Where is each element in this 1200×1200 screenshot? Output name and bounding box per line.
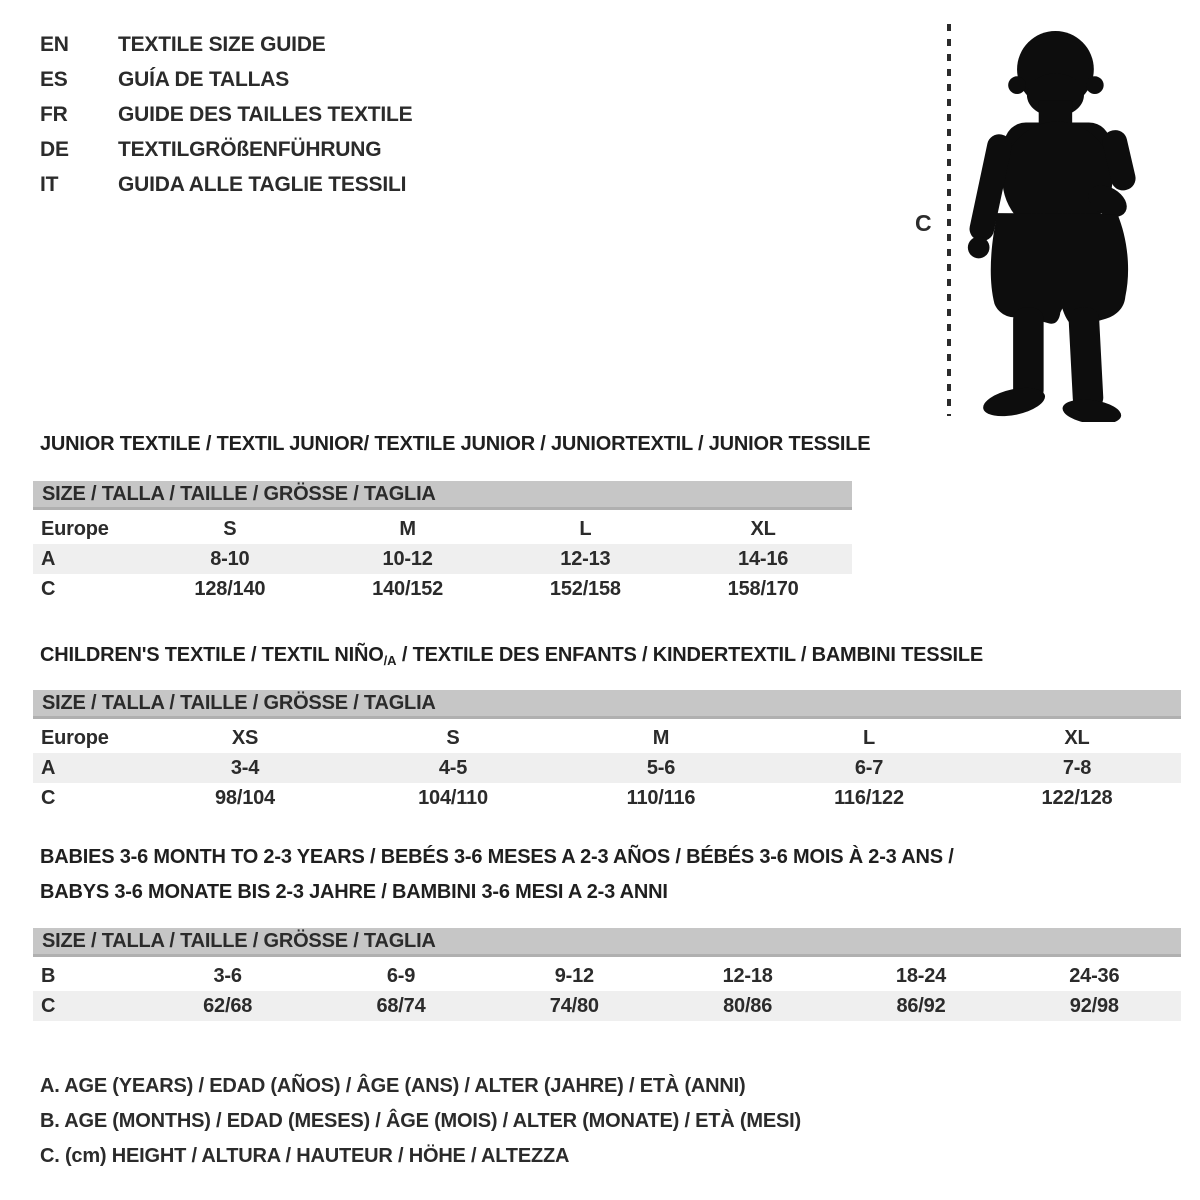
cell: 4-5 (438, 756, 468, 779)
guide-title: TEXTILGRÖßENFÜHRUNG (118, 137, 382, 161)
babies-heading-line1: BABIES 3-6 MONTH TO 2-3 YEARS / BEBÉS 3-6 MESES A 2-3 AÑOS / BÉBÉS 3-6 MOIS À 2-3 ANS / (40, 846, 954, 868)
cell: 7-8 (1062, 756, 1092, 779)
row-label: A (41, 756, 56, 779)
row-label: B (41, 964, 56, 987)
table-row-height (33, 574, 852, 604)
language-code: EN (40, 32, 69, 56)
silhouette-ear-right (1086, 76, 1104, 94)
silhouette-leg-left (1013, 308, 1044, 402)
cell: 6-9 (386, 964, 416, 987)
cell: 110/116 (626, 786, 696, 809)
silhouette-shorts (991, 213, 1128, 327)
table-body (33, 514, 852, 604)
cell: M (399, 517, 416, 540)
heading-subscript: /A (383, 653, 397, 668)
cell: 104/110 (418, 786, 488, 809)
cell: 6-7 (854, 756, 884, 779)
table-row-europe (33, 723, 1181, 753)
heading-suffix: / TEXTILE DES ENFANTS / KINDERTEXTIL / BAMBINI TESSILE (396, 644, 984, 666)
table-body (33, 961, 1181, 1021)
language-row-en (40, 27, 412, 62)
cell: 18-24 (895, 964, 947, 987)
legend-line-c: C. (cm) HEIGHT / ALTURA / HAUTEUR / HÖHE / ALTEZZA (40, 1145, 570, 1167)
legend-line-b: B. AGE (MONTHS) / EDAD (MESES) / ÂGE (MOIS) / ALTER (MONATE) / ETÀ (MESI) (40, 1110, 801, 1132)
language-code: ES (40, 67, 68, 91)
cell: 5-6 (646, 756, 676, 779)
language-row-de (40, 132, 412, 167)
cell: L (862, 726, 876, 749)
cell: 158/170 (727, 577, 799, 600)
cell: 128/140 (194, 577, 266, 600)
size-header-bar: SIZE / TALLA / TAILLE / GRÖSSE / TAGLIA (33, 690, 1181, 719)
cell: 12-18 (722, 964, 773, 987)
row-label: C (41, 994, 56, 1017)
cell: 98/104 (215, 786, 275, 809)
language-title-block (40, 27, 412, 202)
row-label: A (41, 547, 56, 570)
language-row-es (40, 62, 412, 97)
cell: S (223, 517, 237, 540)
cell: 74/80 (549, 994, 599, 1017)
heading-prefix: CHILDREN'S TEXTILE / TEXTIL NIÑO (40, 644, 384, 666)
cell: 3-6 (213, 964, 242, 987)
language-row-fr (40, 97, 412, 132)
cell: 116/122 (834, 786, 904, 809)
row-label: Europe (41, 726, 109, 749)
cell: 62/68 (203, 994, 253, 1017)
legend-line-a: A. AGE (YEARS) / EDAD (AÑOS) / ÂGE (ANS) / ALTER (JAHRE) / ETÀ (ANNI) (40, 1075, 746, 1097)
babies-size-table (33, 928, 1181, 1021)
table-row-height (33, 783, 1181, 813)
cell: 8-10 (210, 547, 250, 570)
silhouette-leg-right (1068, 307, 1104, 411)
table-body (33, 723, 1181, 813)
junior-section-heading: JUNIOR TEXTILE / TEXTIL JUNIOR/ TEXTILE JUNIOR / JUNIORTEXTIL / JUNIOR TESSILE (40, 433, 871, 455)
cell: XL (750, 517, 776, 540)
guide-title: TEXTILE SIZE GUIDE (118, 32, 326, 56)
children-section-heading (40, 644, 983, 668)
cell: 152/158 (549, 577, 621, 600)
language-code: IT (40, 172, 59, 196)
cell: 9-12 (554, 964, 594, 987)
guide-title: GUIDE DES TAILLES TEXTILE (118, 102, 413, 126)
measurement-legend (40, 1069, 801, 1174)
cell: 3-4 (230, 756, 260, 779)
height-measure-line (947, 24, 951, 416)
children-size-table (33, 690, 1181, 813)
cell: XL (1064, 726, 1090, 749)
cell: 68/74 (376, 994, 426, 1017)
table-row-age-years (33, 544, 852, 574)
cell: 86/92 (896, 994, 946, 1017)
silhouette-ear-left (1008, 76, 1026, 94)
cell: 92/98 (1069, 994, 1119, 1017)
silhouette-hand-left (968, 237, 990, 259)
table-row-age-months (33, 961, 1181, 991)
size-header-bar: SIZE / TALLA / TAILLE / GRÖSSE / TAGLIA (33, 928, 1181, 957)
language-row-it (40, 167, 412, 202)
cell: L (579, 517, 592, 540)
table-row-height (33, 991, 1181, 1021)
cell: M (652, 726, 670, 749)
guide-title: GUÍA DE TALLAS (118, 67, 290, 91)
cell: 140/152 (372, 577, 444, 600)
size-header-bar: SIZE / TALLA / TAILLE / GRÖSSE / TAGLIA (33, 481, 852, 510)
cell: XS (231, 726, 259, 749)
babies-section-heading (40, 840, 954, 910)
cell: 122/128 (1041, 786, 1113, 809)
row-label: C (41, 786, 56, 809)
junior-size-table (33, 481, 852, 604)
cell: S (446, 726, 460, 749)
cell: 80/86 (723, 994, 773, 1017)
toddler-silhouette-icon (958, 14, 1145, 422)
language-code: FR (40, 102, 68, 126)
cell: 24-36 (1069, 964, 1120, 987)
language-code: DE (40, 137, 69, 161)
row-label: C (41, 577, 56, 600)
table-row-age-years (33, 753, 1181, 783)
guide-title: GUIDA ALLE TAGLIE TESSILI (118, 172, 407, 196)
row-label: Europe (41, 517, 109, 540)
cell: 12-13 (560, 547, 611, 570)
cell: 10-12 (382, 547, 433, 570)
height-measure-label: C (915, 210, 932, 236)
babies-heading-line2: BABYS 3-6 MONATE BIS 2-3 JAHRE / BAMBINI 3-6 MESI A 2-3 ANNI (40, 881, 668, 903)
cell: 14-16 (738, 547, 789, 570)
table-row-europe (33, 514, 852, 544)
